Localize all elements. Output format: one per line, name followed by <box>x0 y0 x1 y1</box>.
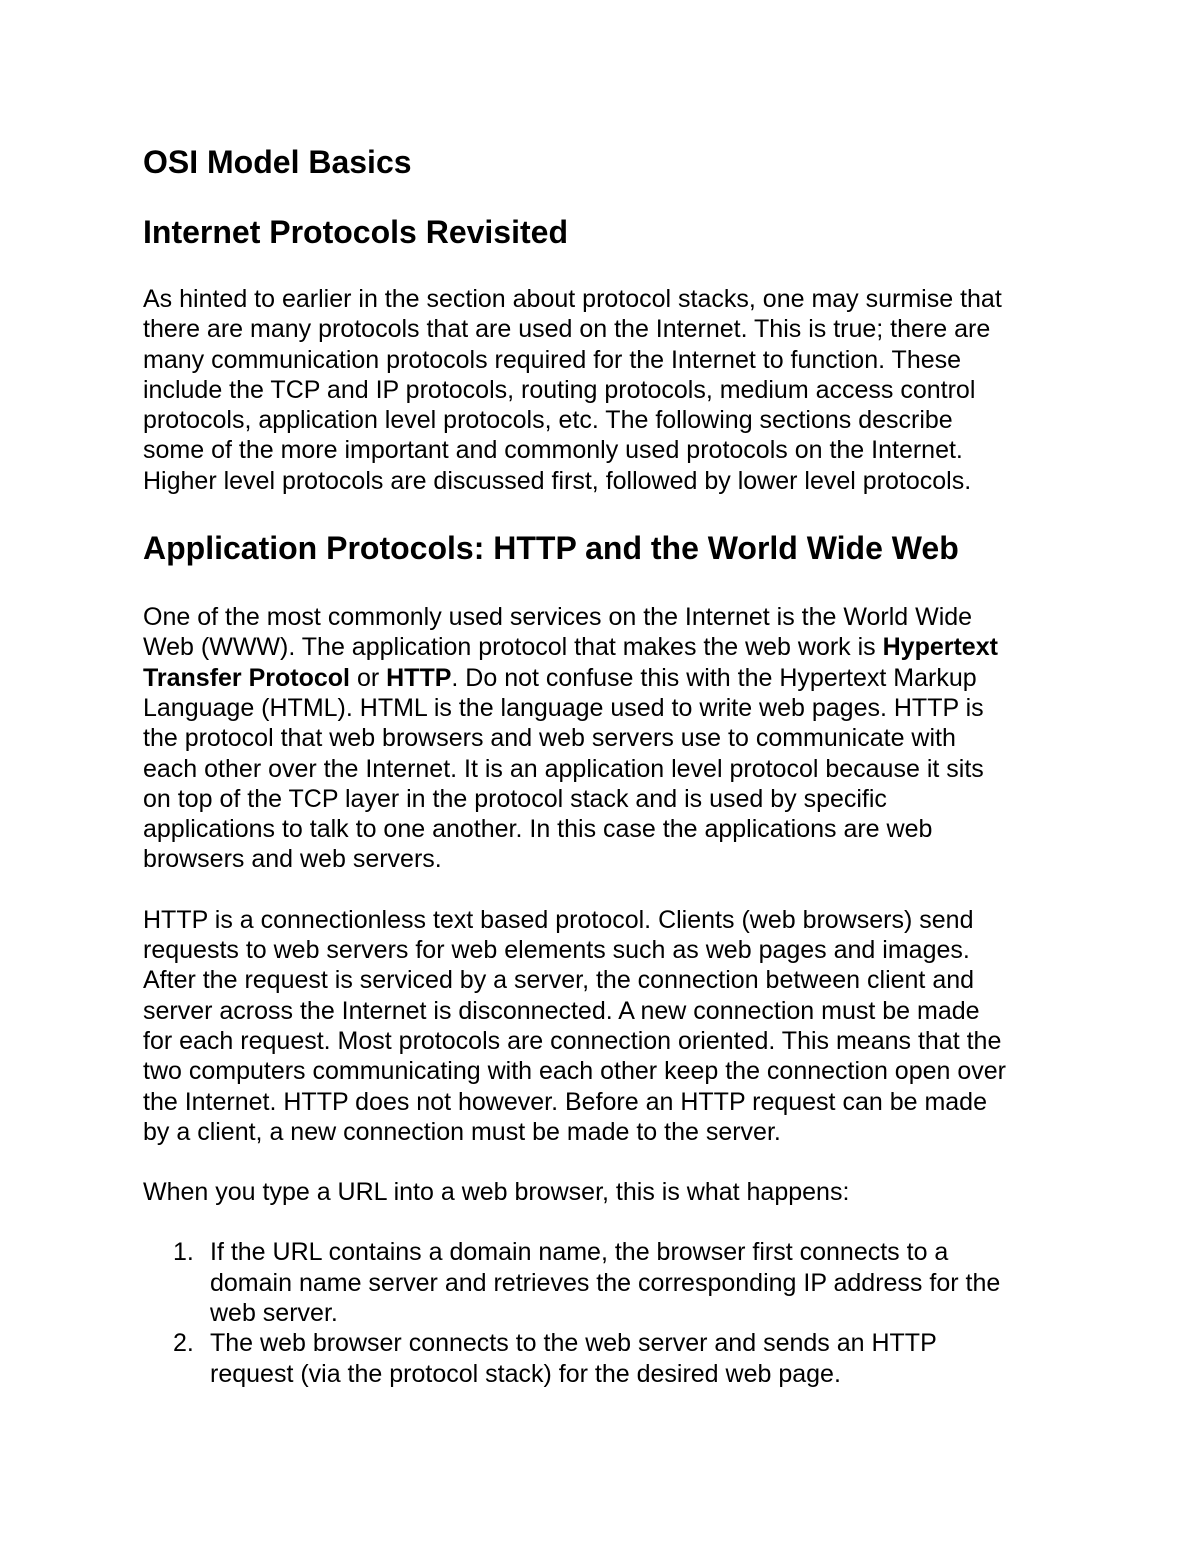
list-item-number: 2. <box>173 1329 194 1358</box>
document-content <box>143 140 1078 1389</box>
paragraph-line: browsers and web servers. <box>143 845 442 874</box>
paragraph-line: the protocol that web browsers and web servers use to communicate with <box>143 724 956 753</box>
paragraph-line: protocols, application level protocols, etc. The following sections describe <box>143 406 953 435</box>
paragraph-line: each other over the Internet. It is an application level protocol because it sits <box>143 754 984 783</box>
http-intro-paragraph <box>143 602 1078 875</box>
paragraph-line: for each request. Most protocols are connection oriented. This means that the <box>143 1026 1002 1055</box>
paragraph-line: on top of the TCP layer in the protocol stack and is used by specific <box>143 784 887 813</box>
paragraph-line: the Internet. HTTP does not however. Before an HTTP request can be made <box>143 1087 987 1116</box>
paragraph-line: Language (HTML). HTML is the language used to write web pages. HTTP is <box>143 693 984 722</box>
paragraph-line: there are many protocols that are used on the Internet. This is true; there are <box>143 315 991 344</box>
bold-term-http: HTTP <box>386 663 452 692</box>
list-item-line: web server. <box>210 1299 338 1328</box>
paragraph-line: many communication protocols required for the Internet to function. These <box>143 345 962 374</box>
paragraph-line: After the request is serviced by a server, the connection between client and <box>143 966 975 995</box>
paragraph-line <box>143 632 1078 662</box>
paragraph-text: . Do not confuse this with the Hypertext Markup <box>451 663 977 692</box>
paragraph-line: As hinted to earlier in the section about protocol stacks, one may surmise that <box>143 285 1002 313</box>
bold-term-transfer-protocol: Transfer Protocol <box>143 663 350 692</box>
paragraph-line: HTTP is a connectionless text based protocol. Clients (web browsers) send <box>143 905 974 934</box>
paragraph-text: Web (WWW). The application protocol that makes the web work is <box>143 633 883 662</box>
list-item <box>143 1328 1078 1389</box>
url-intro-paragraph <box>143 1177 1078 1207</box>
list-item <box>143 1237 1078 1328</box>
list-item-number: 1. <box>173 1238 194 1267</box>
internet-protocols-paragraph <box>143 284 1078 496</box>
url-steps-list <box>143 1237 1078 1388</box>
list-item-line: If the URL contains a domain name, the browser first connects to a <box>210 1238 949 1267</box>
paragraph-line: two computers communicating with each other keep the connection open over <box>143 1057 1006 1086</box>
list-item-line: domain name server and retrieves the corresponding IP address for the <box>210 1268 1001 1297</box>
section-heading-application-protocols: Application Protocols: HTTP and the World Wide Web <box>143 530 959 567</box>
paragraph-line: by a client, a new connection must be made to the server. <box>143 1117 781 1146</box>
paragraph-line: server across the Internet is disconnected. A new connection must be made <box>143 996 980 1025</box>
paragraph-line: requests to web servers for web elements such as web pages and images. <box>143 936 970 965</box>
paragraph-line: One of the most commonly used services on the Internet is the World Wide <box>143 603 973 632</box>
paragraph-line: applications to talk to one another. In this case the applications are web <box>143 815 933 844</box>
list-item-line: request (via the protocol stack) for the desired web page. <box>210 1359 841 1388</box>
document-title: OSI Model Basics <box>143 144 412 180</box>
bold-term-hypertext: Hypertext <box>882 633 998 662</box>
paragraph-line: include the TCP and IP protocols, routing protocols, medium access control <box>143 375 976 404</box>
paragraph-line: Higher level protocols are discussed first, followed by lower level protocols. <box>143 466 972 495</box>
paragraph-text: or <box>350 663 387 692</box>
section-heading-internet-protocols: Internet Protocols Revisited <box>143 214 568 250</box>
http-connectionless-paragraph <box>143 905 1078 1147</box>
paragraph-line: some of the more important and commonly used protocols on the Internet. <box>143 436 963 465</box>
paragraph-line <box>143 663 1078 693</box>
paragraph-line: When you type a URL into a web browser, this is what happens: <box>143 1178 850 1207</box>
list-item-line: The web browser connects to the web server and sends an HTTP <box>210 1329 937 1358</box>
